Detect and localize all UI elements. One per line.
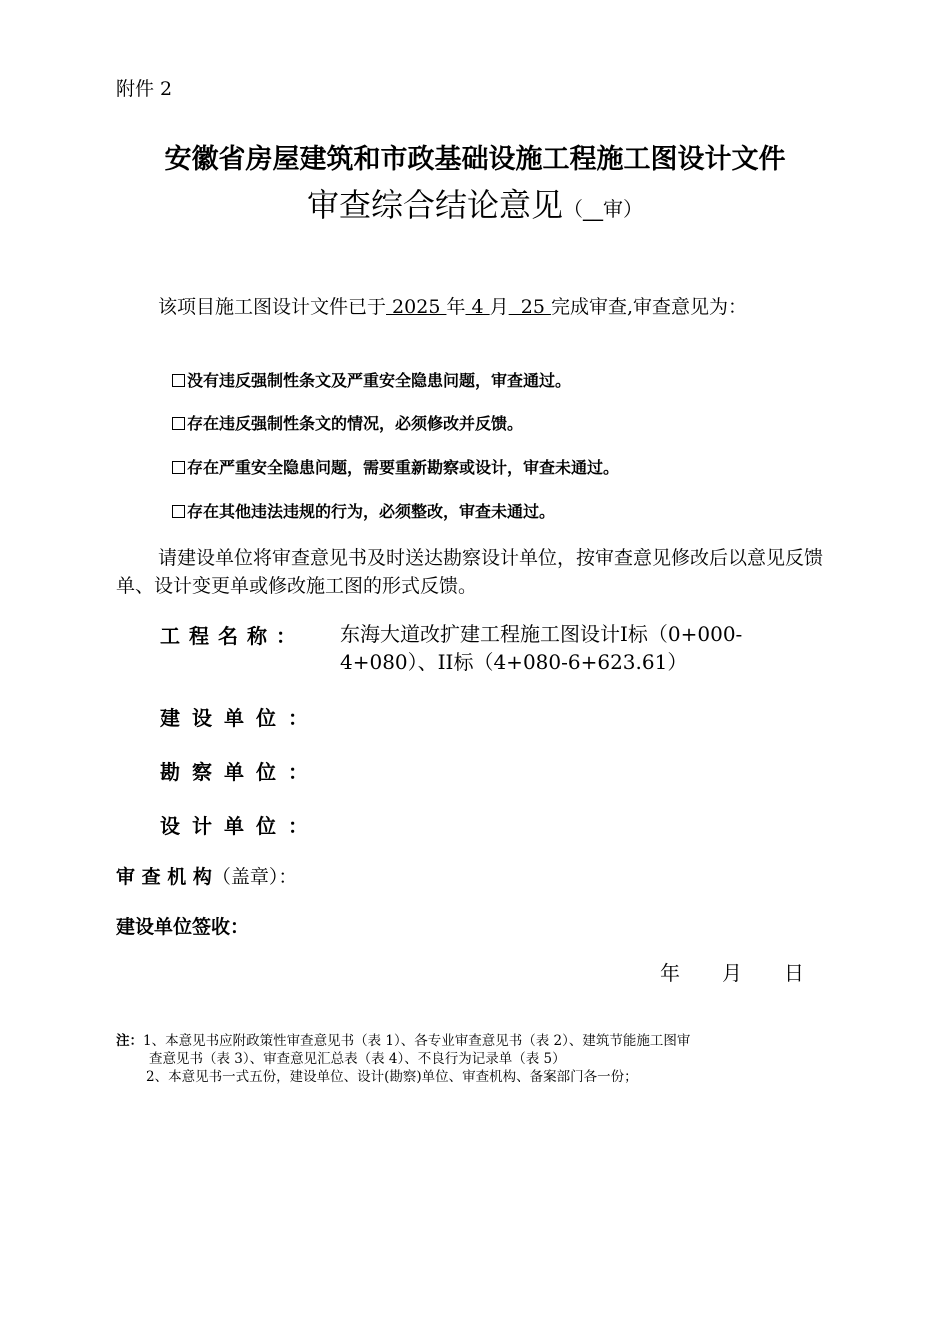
review-day: 25 (508, 296, 551, 318)
attachment-label: 附件 2 (116, 78, 173, 100)
option-label: 存在其他违法违规的行为，必须整改，审查未通过。 (187, 502, 556, 521)
project-name-line1: 东海大道改扩建工程施工图设计Ⅰ标（0+000- (340, 622, 743, 646)
intro-paragraph (116, 293, 838, 321)
note-line1-cont: 查意见书（表 3）、审查意见汇总表（表 4）、不良行为记录单（表 5） (149, 1051, 566, 1067)
date-year: 年 (660, 961, 680, 985)
review-year: 2025 (386, 296, 447, 318)
subtitle-suffix: （__审） (563, 197, 643, 221)
date-month: 月 (722, 961, 742, 985)
project-name-value (340, 620, 840, 676)
option-label: 存在严重安全隐患问题，需要重新勘察或设计，审查未通过。 (187, 458, 620, 477)
intro-suffix: 完成审查,审查意见为： (550, 296, 747, 318)
note-line2: 2、本意见书一式五份，建设单位、设计(勘察)单位、审查机构、备案部门各一份； (146, 1069, 638, 1085)
checkbox[interactable] (172, 417, 185, 430)
sign-receipt-label: 建设单位签收： (116, 916, 250, 938)
option-rectify[interactable] (172, 499, 555, 522)
project-name-line2: 4+080）、II标（4+080-6+623.61） (340, 650, 688, 674)
intro-prefix: 该项目施工图设计文件已于 (158, 296, 387, 318)
year-unit: 年 (446, 296, 466, 318)
option-label: 存在违反强制性条文的情况，必须修改并反馈。 (187, 414, 524, 433)
option-pass[interactable] (172, 368, 571, 391)
design-unit-label: 设计单位： (160, 814, 320, 838)
review-org-label: 审 查 机 构（盖章）： (116, 866, 298, 888)
date-line (660, 957, 804, 986)
date-day: 日 (784, 961, 804, 985)
option-redesign[interactable] (172, 455, 619, 478)
option-revise[interactable] (172, 411, 523, 434)
stamp-note: （盖章）： (211, 866, 298, 888)
document-subtitle (0, 180, 950, 226)
month-unit: 月 (489, 296, 509, 318)
survey-unit-label: 勘察单位： (160, 760, 320, 784)
construction-unit-label: 建设单位： (160, 706, 320, 730)
document-title: 安徽省房屋建筑和市政基础设施工程施工图设计文件 (164, 144, 786, 175)
project-name-label: 工程名称： (160, 624, 305, 648)
note-line1: 注：1、本意见书应附政策性审查意见书（表 1）、各专业审查意见书（表 2）、建筑节能施工图审 (116, 1033, 691, 1049)
checkbox[interactable] (172, 374, 185, 387)
checkbox[interactable] (172, 461, 185, 474)
review-month: 4 (465, 296, 490, 318)
subtitle-text: 审查综合结论意见 (306, 186, 563, 224)
notes (116, 1032, 846, 1086)
checkbox[interactable] (172, 505, 185, 518)
option-label: 没有违反强制性条文及严重安全隐患问题，审查通过。 (187, 371, 572, 390)
request-paragraph: 请建设单位将审查意见书及时送达勘察设计单位，按审查意见修改后以意见反馈单、设计变更单或修改施工图的形式反馈。 (116, 547, 824, 597)
